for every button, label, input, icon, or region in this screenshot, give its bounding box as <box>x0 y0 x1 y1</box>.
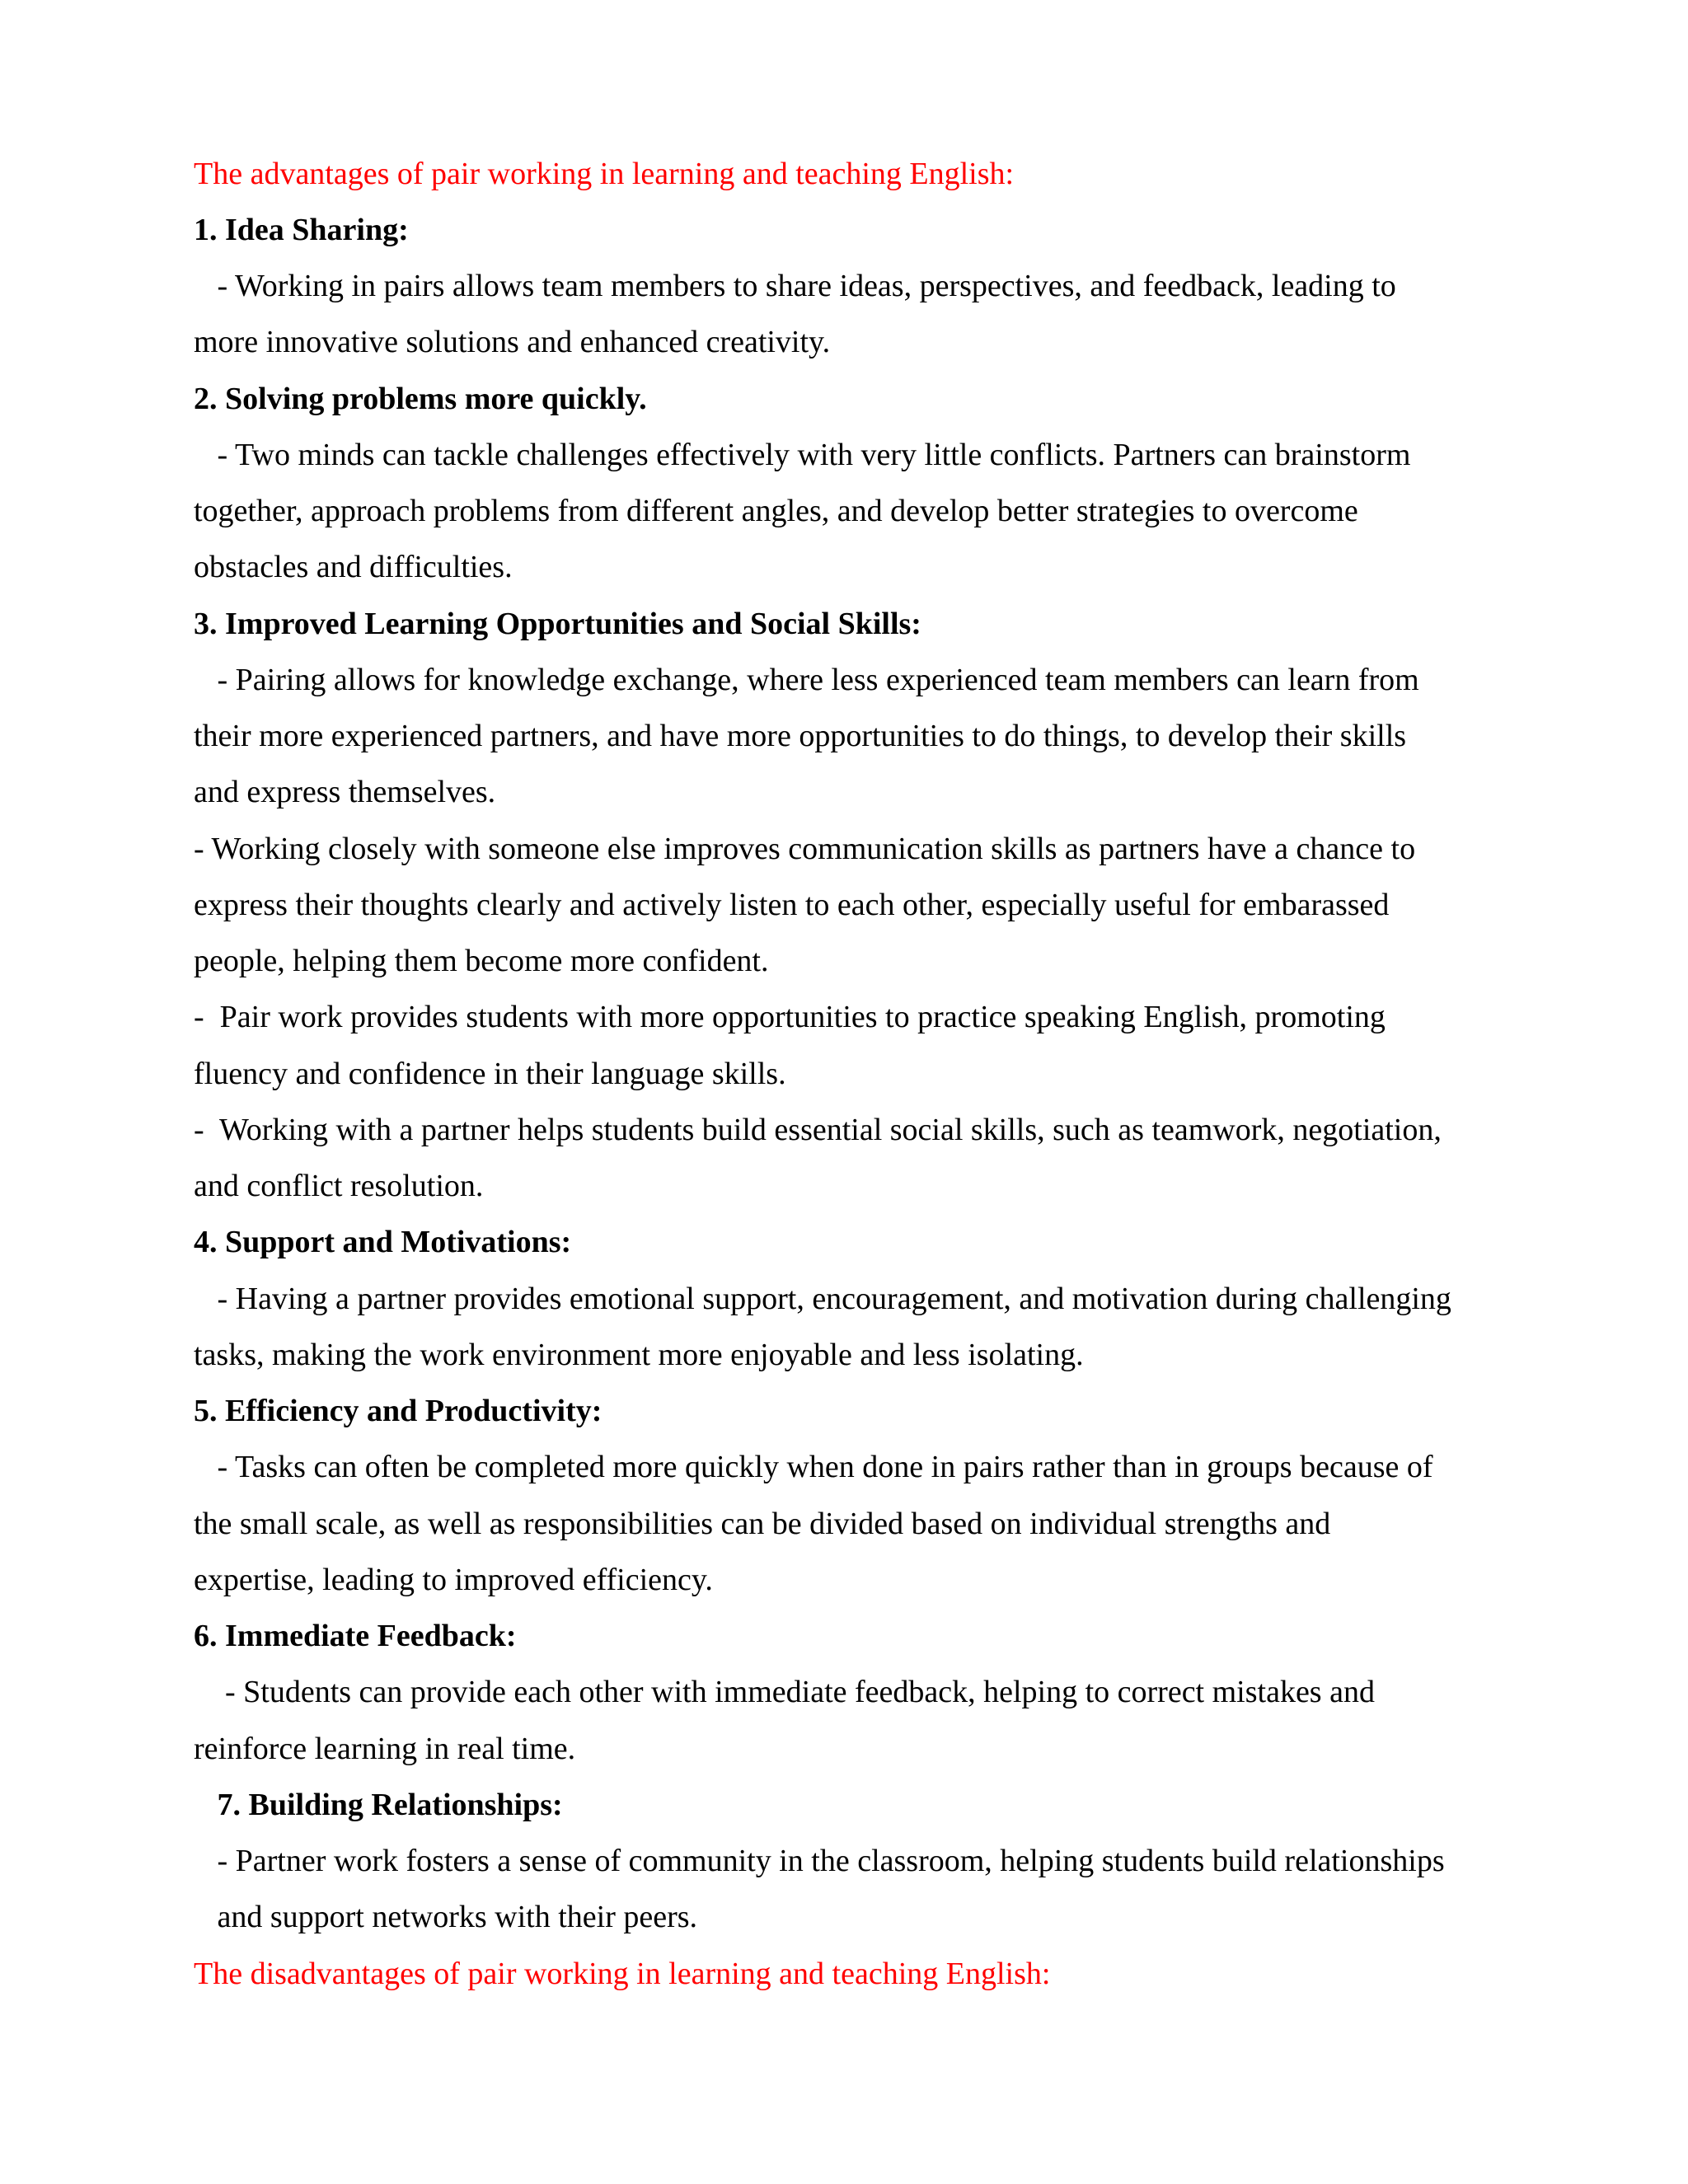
section-2-line: together, approach problems from different angles, and develop better strategies to overcome <box>194 494 1358 528</box>
section-2-title: 2. Solving problems more quickly. <box>194 382 647 416</box>
section-3-line: - Working with a partner helps students build essential social skills, such as teamwork, negotiation, <box>194 1113 1442 1147</box>
section-3-line: and conflict resolution. <box>194 1169 484 1203</box>
section-7-title: 7. Building Relationships: <box>194 1788 563 1822</box>
disadvantages-heading: The disadvantages of pair working in learning and teaching English: <box>194 1957 1051 1991</box>
section-7-line: and support networks with their peers. <box>194 1900 698 1934</box>
section-2-line: obstacles and difficulties. <box>194 550 513 584</box>
section-3-title: 3. Improved Learning Opportunities and Social Skills: <box>194 607 921 641</box>
section-7-line: - Partner work fosters a sense of community in the classroom, helping students build relationships <box>194 1844 1445 1878</box>
section-1-line: - Working in pairs allows team members to share ideas, perspectives, and feedback, leading to <box>194 269 1396 303</box>
section-5-title: 5. Efficiency and Productivity: <box>194 1394 603 1428</box>
section-3-line: express their thoughts clearly and actively listen to each other, especially useful for embarassed <box>194 888 1390 922</box>
section-4-line: - Having a partner provides emotional support, encouragement, and motivation during challenging <box>194 1282 1451 1316</box>
section-3-line: - Working closely with someone else improves communication skills as partners have a chance to <box>194 832 1416 866</box>
advantages-heading: The advantages of pair working in learning and teaching English: <box>194 157 1015 191</box>
section-5-line: - Tasks can often be completed more quickly when done in pairs rather than in groups because of <box>194 1450 1433 1484</box>
section-5-line: expertise, leading to improved efficiency. <box>194 1563 713 1597</box>
section-1-line: more innovative solutions and enhanced creativity. <box>194 325 831 359</box>
section-3-line: fluency and confidence in their language skills. <box>194 1057 786 1091</box>
section-6-line: reinforce learning in real time. <box>194 1732 576 1766</box>
section-3-line: - Pairing allows for knowledge exchange, where less experienced team members can learn from <box>194 663 1419 697</box>
section-3-line: their more experienced partners, and have more opportunities to do things, to develop their skills <box>194 719 1407 753</box>
section-2-line: - Two minds can tackle challenges effectively with very little conflicts. Partners can brainstorm <box>194 438 1411 472</box>
section-1-title: 1. Idea Sharing: <box>194 213 409 247</box>
section-3-line: people, helping them become more confident. <box>194 944 769 978</box>
section-4-title: 4. Support and Motivations: <box>194 1225 572 1259</box>
section-6-title: 6. Immediate Feedback: <box>194 1619 517 1653</box>
section-6-line: - Students can provide each other with immediate feedback, helping to correct mistakes and <box>194 1675 1375 1709</box>
section-5-line: the small scale, as well as responsibilities can be divided based on individual strengths and <box>194 1507 1331 1541</box>
section-3-line: and express themselves. <box>194 775 496 809</box>
section-3-line: - Pair work provides students with more opportunities to practice speaking English, promoting <box>194 1000 1386 1034</box>
section-4-line: tasks, making the work environment more enjoyable and less isolating. <box>194 1338 1084 1372</box>
